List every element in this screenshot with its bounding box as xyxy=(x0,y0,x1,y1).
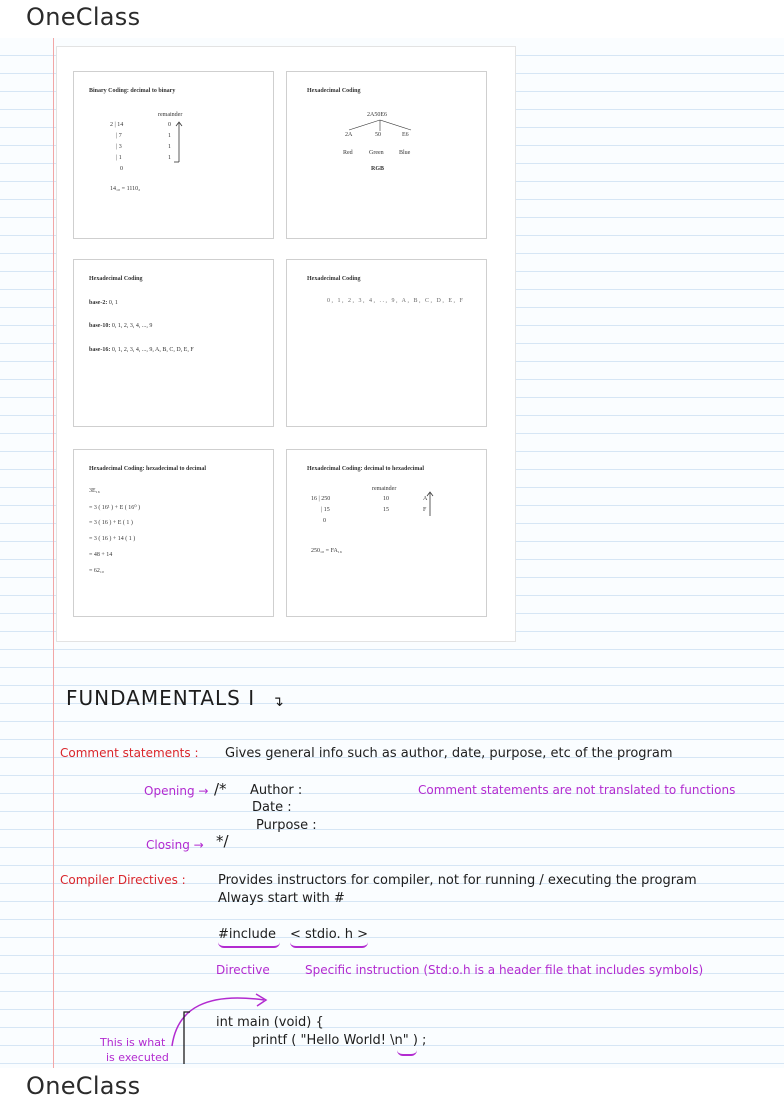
slide-hex-sequence xyxy=(286,259,487,427)
remainder-value: 1 xyxy=(168,155,171,161)
base-line xyxy=(89,300,118,306)
division-row: | 7 xyxy=(116,133,122,139)
remainder-value: 10 xyxy=(383,496,389,502)
slide-hex-bases xyxy=(73,259,274,427)
up-arrow-icon xyxy=(174,120,184,164)
opening-label: Opening → xyxy=(144,784,209,798)
conversion-result: 14₁₀ = 1110₂ xyxy=(110,186,141,192)
executed-note-2: is executed xyxy=(106,1051,169,1064)
slide-title: Hexadecimal Coding xyxy=(89,276,143,282)
include-directive: #include xyxy=(218,927,276,942)
color-model: RGB xyxy=(371,166,385,172)
split-arrows-icon xyxy=(345,119,415,133)
printf-line: printf ( "Hello World! \n" ) ; xyxy=(252,1033,427,1048)
slide-title: Hexadecimal Coding xyxy=(307,276,361,282)
hex-part: 2A xyxy=(345,132,353,138)
author-line: Author : xyxy=(250,783,303,798)
include-file: < stdio. h > xyxy=(290,927,369,942)
include-file-underline xyxy=(290,942,368,948)
up-arrow-icon xyxy=(425,490,435,518)
slide-binary-coding xyxy=(73,71,274,239)
slide-title: Hexadecimal Coding xyxy=(307,88,361,94)
division-row: | 3 xyxy=(116,144,122,150)
remainder-value: 1 xyxy=(168,133,171,139)
comment-side-note: Comment statements are not translated to functions xyxy=(418,783,736,797)
remainder-value: 15 xyxy=(383,507,389,513)
remainder-value: 0 xyxy=(168,122,171,128)
color-label: Green xyxy=(369,150,384,156)
main-function-line: int main (void) { xyxy=(216,1015,324,1030)
oneclass-logo-top xyxy=(26,3,140,31)
specific-instruction-label: Specific instruction (Std:o.h is a header file that includes symbols) xyxy=(305,963,704,977)
heading-mark-icon: ↴ xyxy=(272,694,284,710)
opening-symbol: /* xyxy=(214,780,227,798)
quotient-end: 0 xyxy=(120,166,123,172)
step-line: = 62₁₀ xyxy=(89,568,105,574)
comment-statements-desc: Gives general info such as author, date, purpose, etc of the program xyxy=(225,746,673,761)
date-line: Date : xyxy=(252,800,292,815)
step-line: 3E₁₆ xyxy=(89,488,100,494)
oneclass-logo-text: OneClass xyxy=(26,1072,141,1100)
closing-label: Closing → xyxy=(146,838,204,852)
purpose-line: Purpose : xyxy=(256,818,317,833)
base-line xyxy=(89,347,194,353)
hex-part: E6 xyxy=(402,132,409,138)
color-label: Red xyxy=(343,150,353,156)
conversion-result: 250₁₀ = FA₁₆ xyxy=(311,548,342,554)
remainder-value: 1 xyxy=(168,144,171,150)
base-label: base-16: xyxy=(89,347,111,353)
quotient-end: 0 xyxy=(323,518,326,524)
compiler-directives-desc: Provides instructors for compiler, not for running / executing the program xyxy=(218,873,697,888)
step-line: = 3 ( 16 ) + 14 ( 1 ) xyxy=(89,536,136,542)
notebook-margin-line xyxy=(53,38,54,1068)
hex-part: 50 xyxy=(375,132,381,138)
comment-statements-label: Comment statements : xyxy=(60,746,199,760)
hex-value: 2A50E6 xyxy=(367,112,387,118)
color-label: Blue xyxy=(399,150,411,156)
remainder-label: remainder xyxy=(158,112,183,118)
notes-heading: FUNDAMENTALS I xyxy=(66,686,256,710)
remainder-label: remainder xyxy=(372,486,397,492)
step-line: = 48 + 14 xyxy=(89,552,113,558)
step-line: = 3 ( 16¹ ) + E ( 16⁰ ) xyxy=(89,505,141,511)
oneclass-logo-text: OneClass xyxy=(26,3,141,31)
step-line: = 3 ( 16 ) + E ( 1 ) xyxy=(89,520,133,526)
slide-hex-rgb xyxy=(286,71,487,239)
directive-label: Directive xyxy=(216,963,270,977)
base-values: 0, 1, 2, 3, 4, ..., 9 xyxy=(111,323,153,329)
slide-hex-to-decimal xyxy=(73,449,274,617)
division-row: 2 | 14 xyxy=(110,122,124,128)
base-line xyxy=(89,323,152,329)
division-row: 16 | 250 xyxy=(311,496,331,502)
oneclass-logo-bottom xyxy=(26,1072,140,1100)
slide-handout xyxy=(56,46,516,642)
hex-digit: A xyxy=(423,496,428,502)
include-underline xyxy=(218,942,280,948)
base-label: base-2: xyxy=(89,300,108,306)
compiler-directives-label: Compiler Directives : xyxy=(60,873,186,887)
slide-title: Hexadecimal Coding: hexadecimal to decimal xyxy=(89,466,206,472)
division-row: | 1 xyxy=(116,155,122,161)
executed-note: This is what xyxy=(100,1036,166,1049)
slide-title: Hexadecimal Coding: decimal to hexadecimal xyxy=(307,466,424,472)
base-values: 0, 1, 2, 3, 4, ..., 9, A, B, C, D, E, F xyxy=(111,347,194,353)
division-row: | 15 xyxy=(321,507,330,513)
hex-digit: F xyxy=(423,507,427,513)
base-values: 0, 1 xyxy=(108,300,118,306)
slide-decimal-to-hex xyxy=(286,449,487,617)
hex-sequence: 0, 1, 2, 3, 4, .., 9, A, B, C, D, E, F xyxy=(327,298,465,304)
base-label: base-10: xyxy=(89,323,111,329)
closing-symbol: */ xyxy=(216,832,229,850)
newline-underline xyxy=(397,1050,417,1056)
slide-title: Binary Coding: decimal to binary xyxy=(89,88,176,94)
compiler-directives-desc-2: Always start with # xyxy=(218,891,345,906)
